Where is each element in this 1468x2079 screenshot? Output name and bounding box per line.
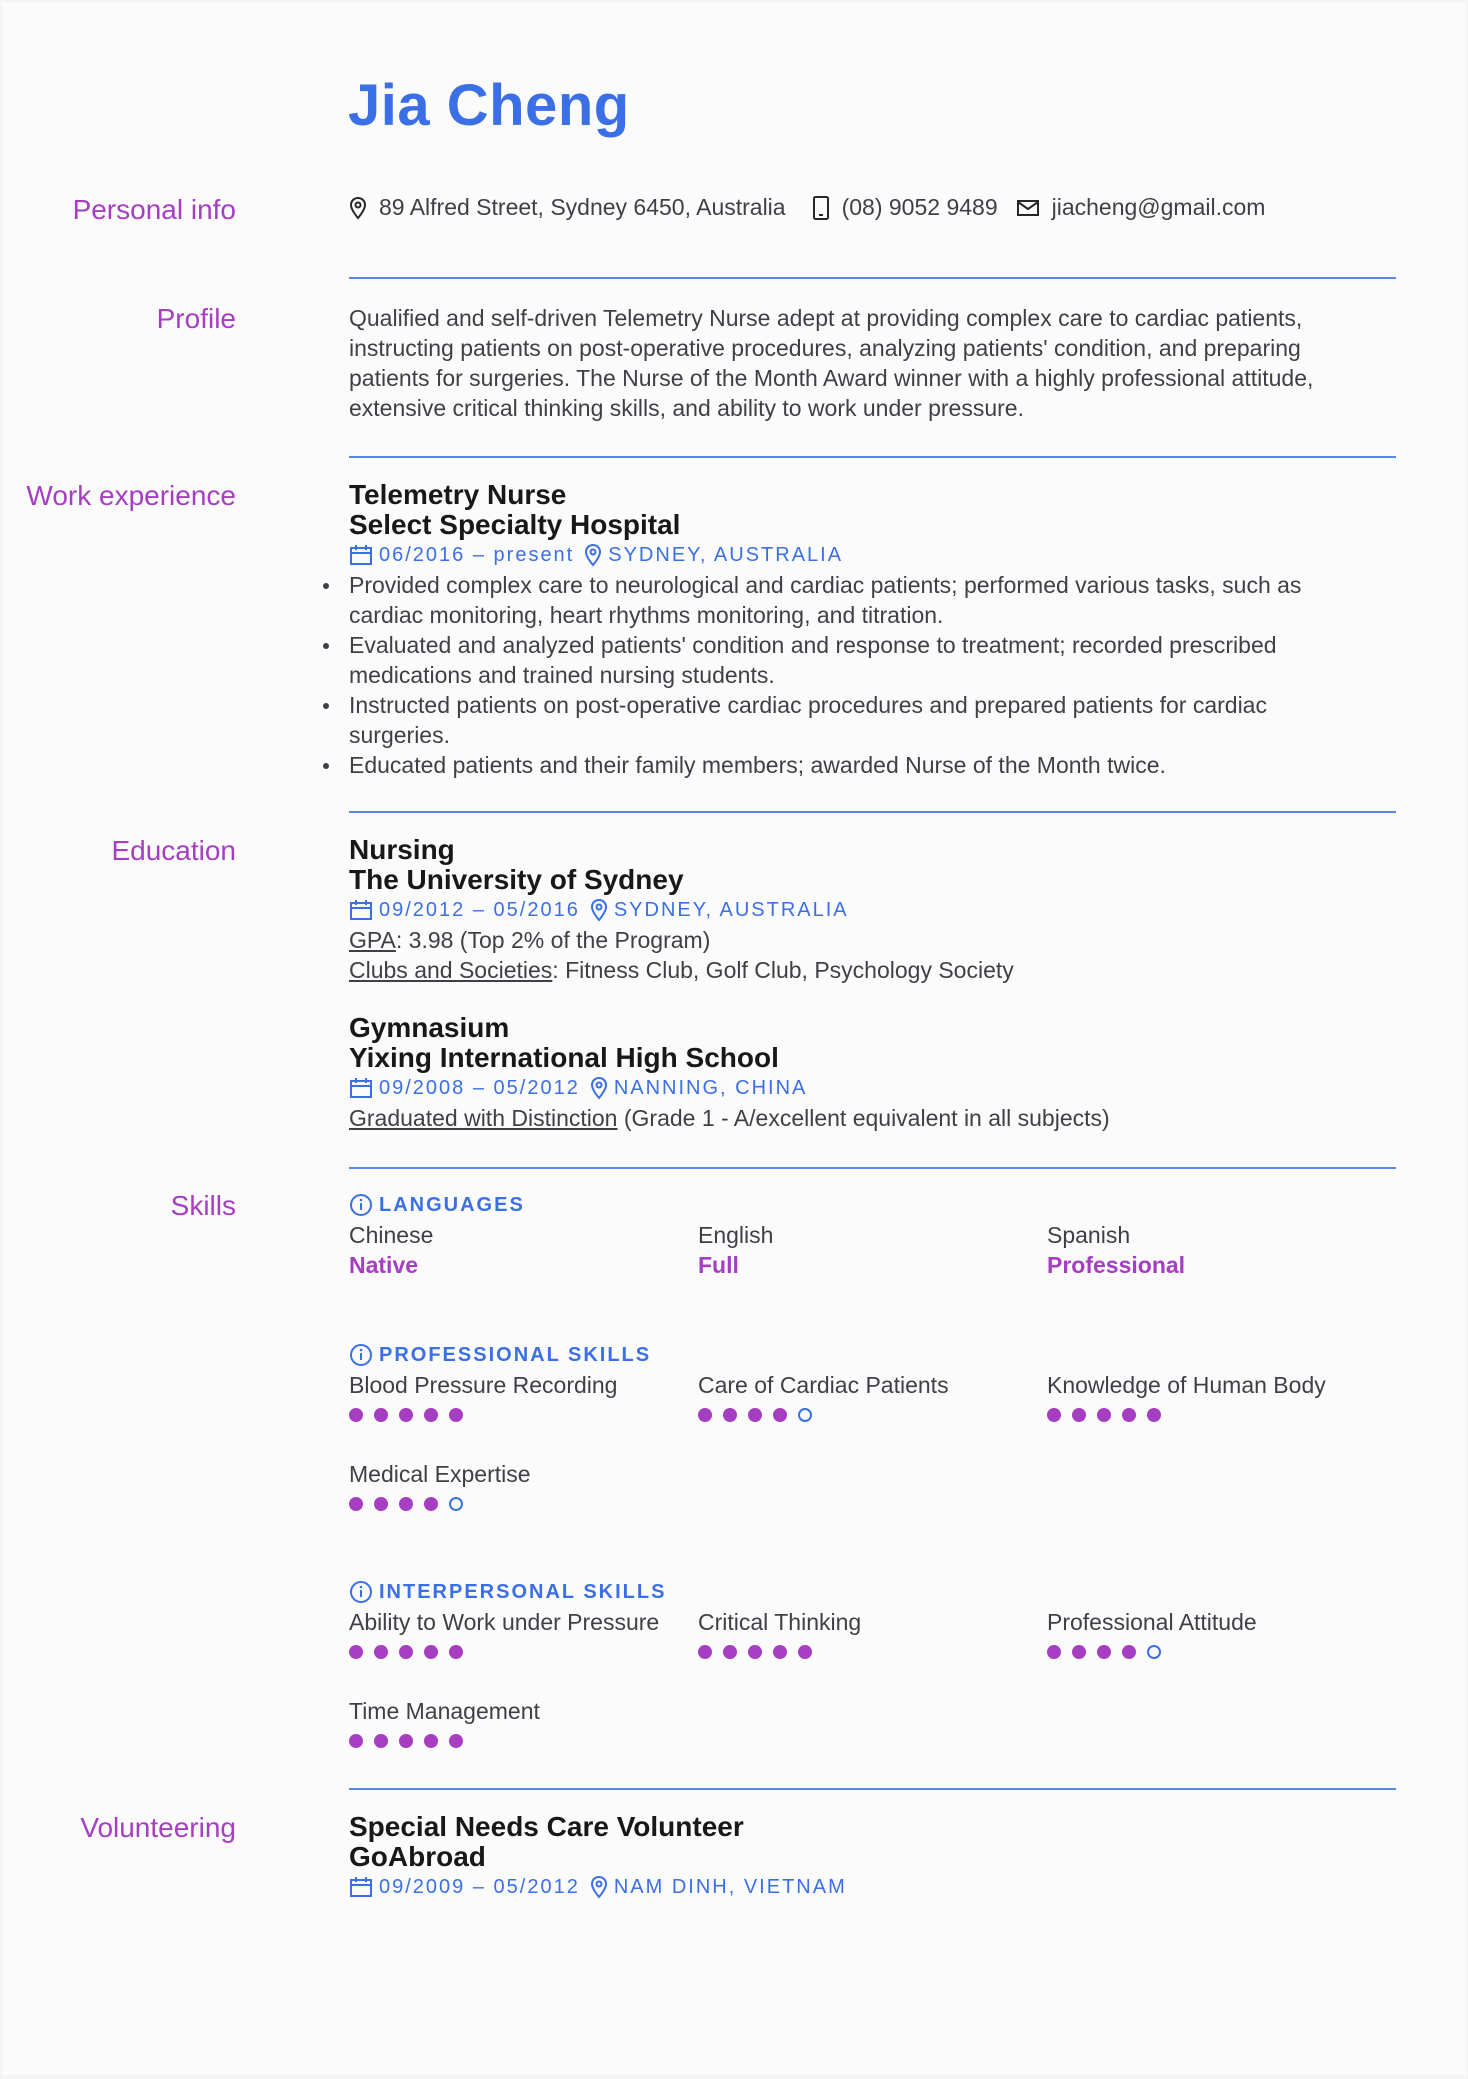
rating-dot-filled <box>1122 1645 1136 1659</box>
rating-dot-filled <box>723 1408 737 1422</box>
skill-rating <box>1047 1408 1387 1422</box>
education-dates: 09/2008 – 05/2012 <box>379 1077 580 1099</box>
candidate-name: Jia Cheng <box>348 73 630 138</box>
calendar-icon <box>349 1876 373 1898</box>
interpersonal-skills-grid <box>349 1607 1399 1767</box>
rating-dot-filled <box>449 1408 463 1422</box>
rating-dot-filled <box>349 1734 363 1748</box>
rating-dot-filled <box>773 1408 787 1422</box>
info-icon <box>349 1193 373 1217</box>
skill-rating <box>698 1408 1038 1422</box>
rating-dot-filled <box>399 1408 413 1422</box>
rating-dot-filled <box>424 1734 438 1748</box>
rating-dot-filled <box>449 1645 463 1659</box>
skill-rating <box>1047 1645 1387 1659</box>
volunteer-role: Special Needs Care Volunteer <box>349 1811 744 1842</box>
rating-dot-empty <box>798 1408 812 1422</box>
degree-title: Gymnasium <box>349 1012 510 1043</box>
location-pin-icon <box>590 1875 608 1899</box>
job-meta <box>349 540 1399 570</box>
volunteer-dates: 09/2009 – 05/2012 <box>379 1876 580 1898</box>
job-title: Telemetry Nurse <box>349 479 567 510</box>
rating-dot-filled <box>748 1408 762 1422</box>
volunteer-org: GoAbroad <box>349 1841 486 1872</box>
phone-text: (08) 9052 9489 <box>841 194 998 220</box>
profile-line: extensive critical thinking skills, and ability to work under pressure. <box>349 395 1024 421</box>
rating-dot-empty <box>1147 1645 1161 1659</box>
profile-line: Qualified and self-driven Telemetry Nurse adept at providing complex care to cardiac patients, <box>349 305 1303 331</box>
section-title-personal-info: Personal info <box>72 194 236 225</box>
info-icon <box>349 1343 373 1367</box>
calendar-icon <box>349 1077 373 1099</box>
rating-dot-filled <box>424 1497 438 1511</box>
volunteer-meta <box>349 1872 1399 1902</box>
education-meta <box>349 1073 1399 1103</box>
rating-dot-filled <box>723 1645 737 1659</box>
section-title-volunteering: Volunteering <box>80 1812 236 1843</box>
language-item: Spanish Professional <box>1047 1222 1186 1278</box>
language-item: English Full <box>698 1222 774 1278</box>
resume-page <box>2 2 1466 2075</box>
rating-dot-filled <box>349 1408 363 1422</box>
rating-dot-filled <box>1047 1645 1061 1659</box>
skill-rating <box>698 1645 1038 1659</box>
profile-line: patients for surgeries. The Nurse of the Month Award winner with a highly professional attitude, <box>349 365 1314 391</box>
language-item: Chinese Native <box>349 1222 434 1278</box>
rating-dot-filled <box>374 1645 388 1659</box>
location-pin-icon <box>584 543 602 567</box>
skill-rating <box>349 1645 689 1659</box>
employer-name: Select Specialty Hospital <box>349 509 681 540</box>
skill-category-interpersonal: INTERPERSONAL SKILLS <box>349 1577 1399 1607</box>
divider <box>349 277 1396 279</box>
rating-dot-filled <box>349 1497 363 1511</box>
rating-dot-filled <box>374 1408 388 1422</box>
rating-dot-filled <box>1072 1645 1086 1659</box>
rating-dot-filled <box>1097 1408 1111 1422</box>
rating-dot-filled <box>449 1734 463 1748</box>
school-name: The University of Sydney <box>349 864 684 895</box>
volunteer-location: NAM DINH, VIETNAM <box>613 1876 847 1898</box>
school-name: Yixing International High School <box>349 1042 779 1073</box>
section-title-profile: Profile <box>156 303 236 334</box>
location-pin-icon <box>590 898 608 922</box>
job-bullets <box>349 570 1399 780</box>
rating-dot-empty <box>449 1497 463 1511</box>
email-text: jiacheng@gmail.com <box>1051 194 1266 220</box>
rating-dot-filled <box>1047 1408 1061 1422</box>
skill-item: Ability to Work under Pressure <box>349 1607 689 1659</box>
job-location: SYDNEY, AUSTRALIA <box>608 544 844 566</box>
rating-dot-filled <box>374 1734 388 1748</box>
rating-dot-filled <box>349 1645 363 1659</box>
skill-item: Knowledge of Human Body <box>1047 1370 1387 1422</box>
education-entry <box>349 835 1399 985</box>
rating-dot-filled <box>399 1497 413 1511</box>
contact-line <box>349 194 1399 221</box>
skill-item: Blood Pressure Recording <box>349 1370 689 1422</box>
rating-dot-filled <box>374 1497 388 1511</box>
rating-dot-filled <box>1072 1408 1086 1422</box>
skill-rating <box>349 1734 689 1748</box>
skill-rating <box>349 1497 689 1511</box>
calendar-icon <box>349 899 373 921</box>
rating-dot-filled <box>399 1645 413 1659</box>
rating-dot-filled <box>424 1408 438 1422</box>
rating-dot-filled <box>399 1734 413 1748</box>
rating-dot-filled <box>798 1645 812 1659</box>
rating-dot-filled <box>748 1645 762 1659</box>
rating-dot-filled <box>424 1645 438 1659</box>
divider <box>349 811 1396 813</box>
email-icon <box>1016 199 1040 217</box>
phone-icon <box>812 195 830 221</box>
languages-grid <box>349 1220 1399 1340</box>
education-entry <box>349 1013 1399 1133</box>
location-pin-icon <box>349 196 367 220</box>
skill-item: Medical Expertise <box>349 1459 689 1511</box>
section-title-skills: Skills <box>170 1190 236 1221</box>
clubs-line: Clubs and Societies: Fitness Club, Golf Club, Psychology Society <box>349 957 1014 983</box>
divider <box>349 456 1396 458</box>
skill-item: Critical Thinking <box>698 1607 1038 1659</box>
rating-dot-filled <box>773 1645 787 1659</box>
professional-skills-grid <box>349 1370 1399 1577</box>
education-meta <box>349 895 1399 925</box>
location-pin-icon <box>590 1076 608 1100</box>
divider <box>349 1788 1396 1790</box>
bullet-item: Instructed patients on post-operative cardiac procedures and prepared patients for cardiac surgeries. <box>349 690 1399 750</box>
skill-item: Professional Attitude <box>1047 1607 1387 1659</box>
bullet-item: Educated patients and their family members; awarded Nurse of the Month twice. <box>349 750 1399 780</box>
rating-dot-filled <box>1147 1408 1161 1422</box>
skill-rating <box>349 1408 689 1422</box>
profile-line: instructing patients on post-operative procedures, analyzing patients' condition, and preparing <box>349 335 1301 361</box>
rating-dot-filled <box>1122 1408 1136 1422</box>
gpa-line: GPA: 3.98 (Top 2% of the Program) <box>349 927 711 953</box>
rating-dot-filled <box>698 1645 712 1659</box>
section-title-work-experience: Work experience <box>26 480 236 511</box>
bullet-item: Provided complex care to neurological and cardiac patients; performed various tasks, such as cardiac monitoring, heart rhythms monitoring, and titration. <box>349 570 1399 630</box>
skill-category-languages: LANGUAGES <box>349 1190 1399 1220</box>
job-dates: 06/2016 – present <box>379 544 575 566</box>
info-icon <box>349 1580 373 1604</box>
bullet-item: Evaluated and analyzed patients' condition and response to treatment; recorded prescribed medications and trained nursing students. <box>349 630 1399 690</box>
education-location: NANNING, CHINA <box>613 1077 808 1099</box>
honor-line: Graduated with Distinction (Grade 1 - A/excellent equivalent in all subjects) <box>349 1105 1110 1131</box>
calendar-icon <box>349 544 373 566</box>
section-title-education: Education <box>111 835 236 866</box>
rating-dot-filled <box>698 1408 712 1422</box>
skill-category-professional: PROFESSIONAL SKILLS <box>349 1340 1399 1370</box>
skill-item: Care of Cardiac Patients <box>698 1370 1038 1422</box>
address-text: 89 Alfred Street, Sydney 6450, Australia <box>379 194 786 220</box>
education-location: SYDNEY, AUSTRALIA <box>613 899 849 921</box>
rating-dot-filled <box>1097 1645 1111 1659</box>
skill-item: Time Management <box>349 1696 689 1748</box>
education-dates: 09/2012 – 05/2016 <box>379 899 580 921</box>
degree-title: Nursing <box>349 834 455 865</box>
divider <box>349 1167 1396 1169</box>
